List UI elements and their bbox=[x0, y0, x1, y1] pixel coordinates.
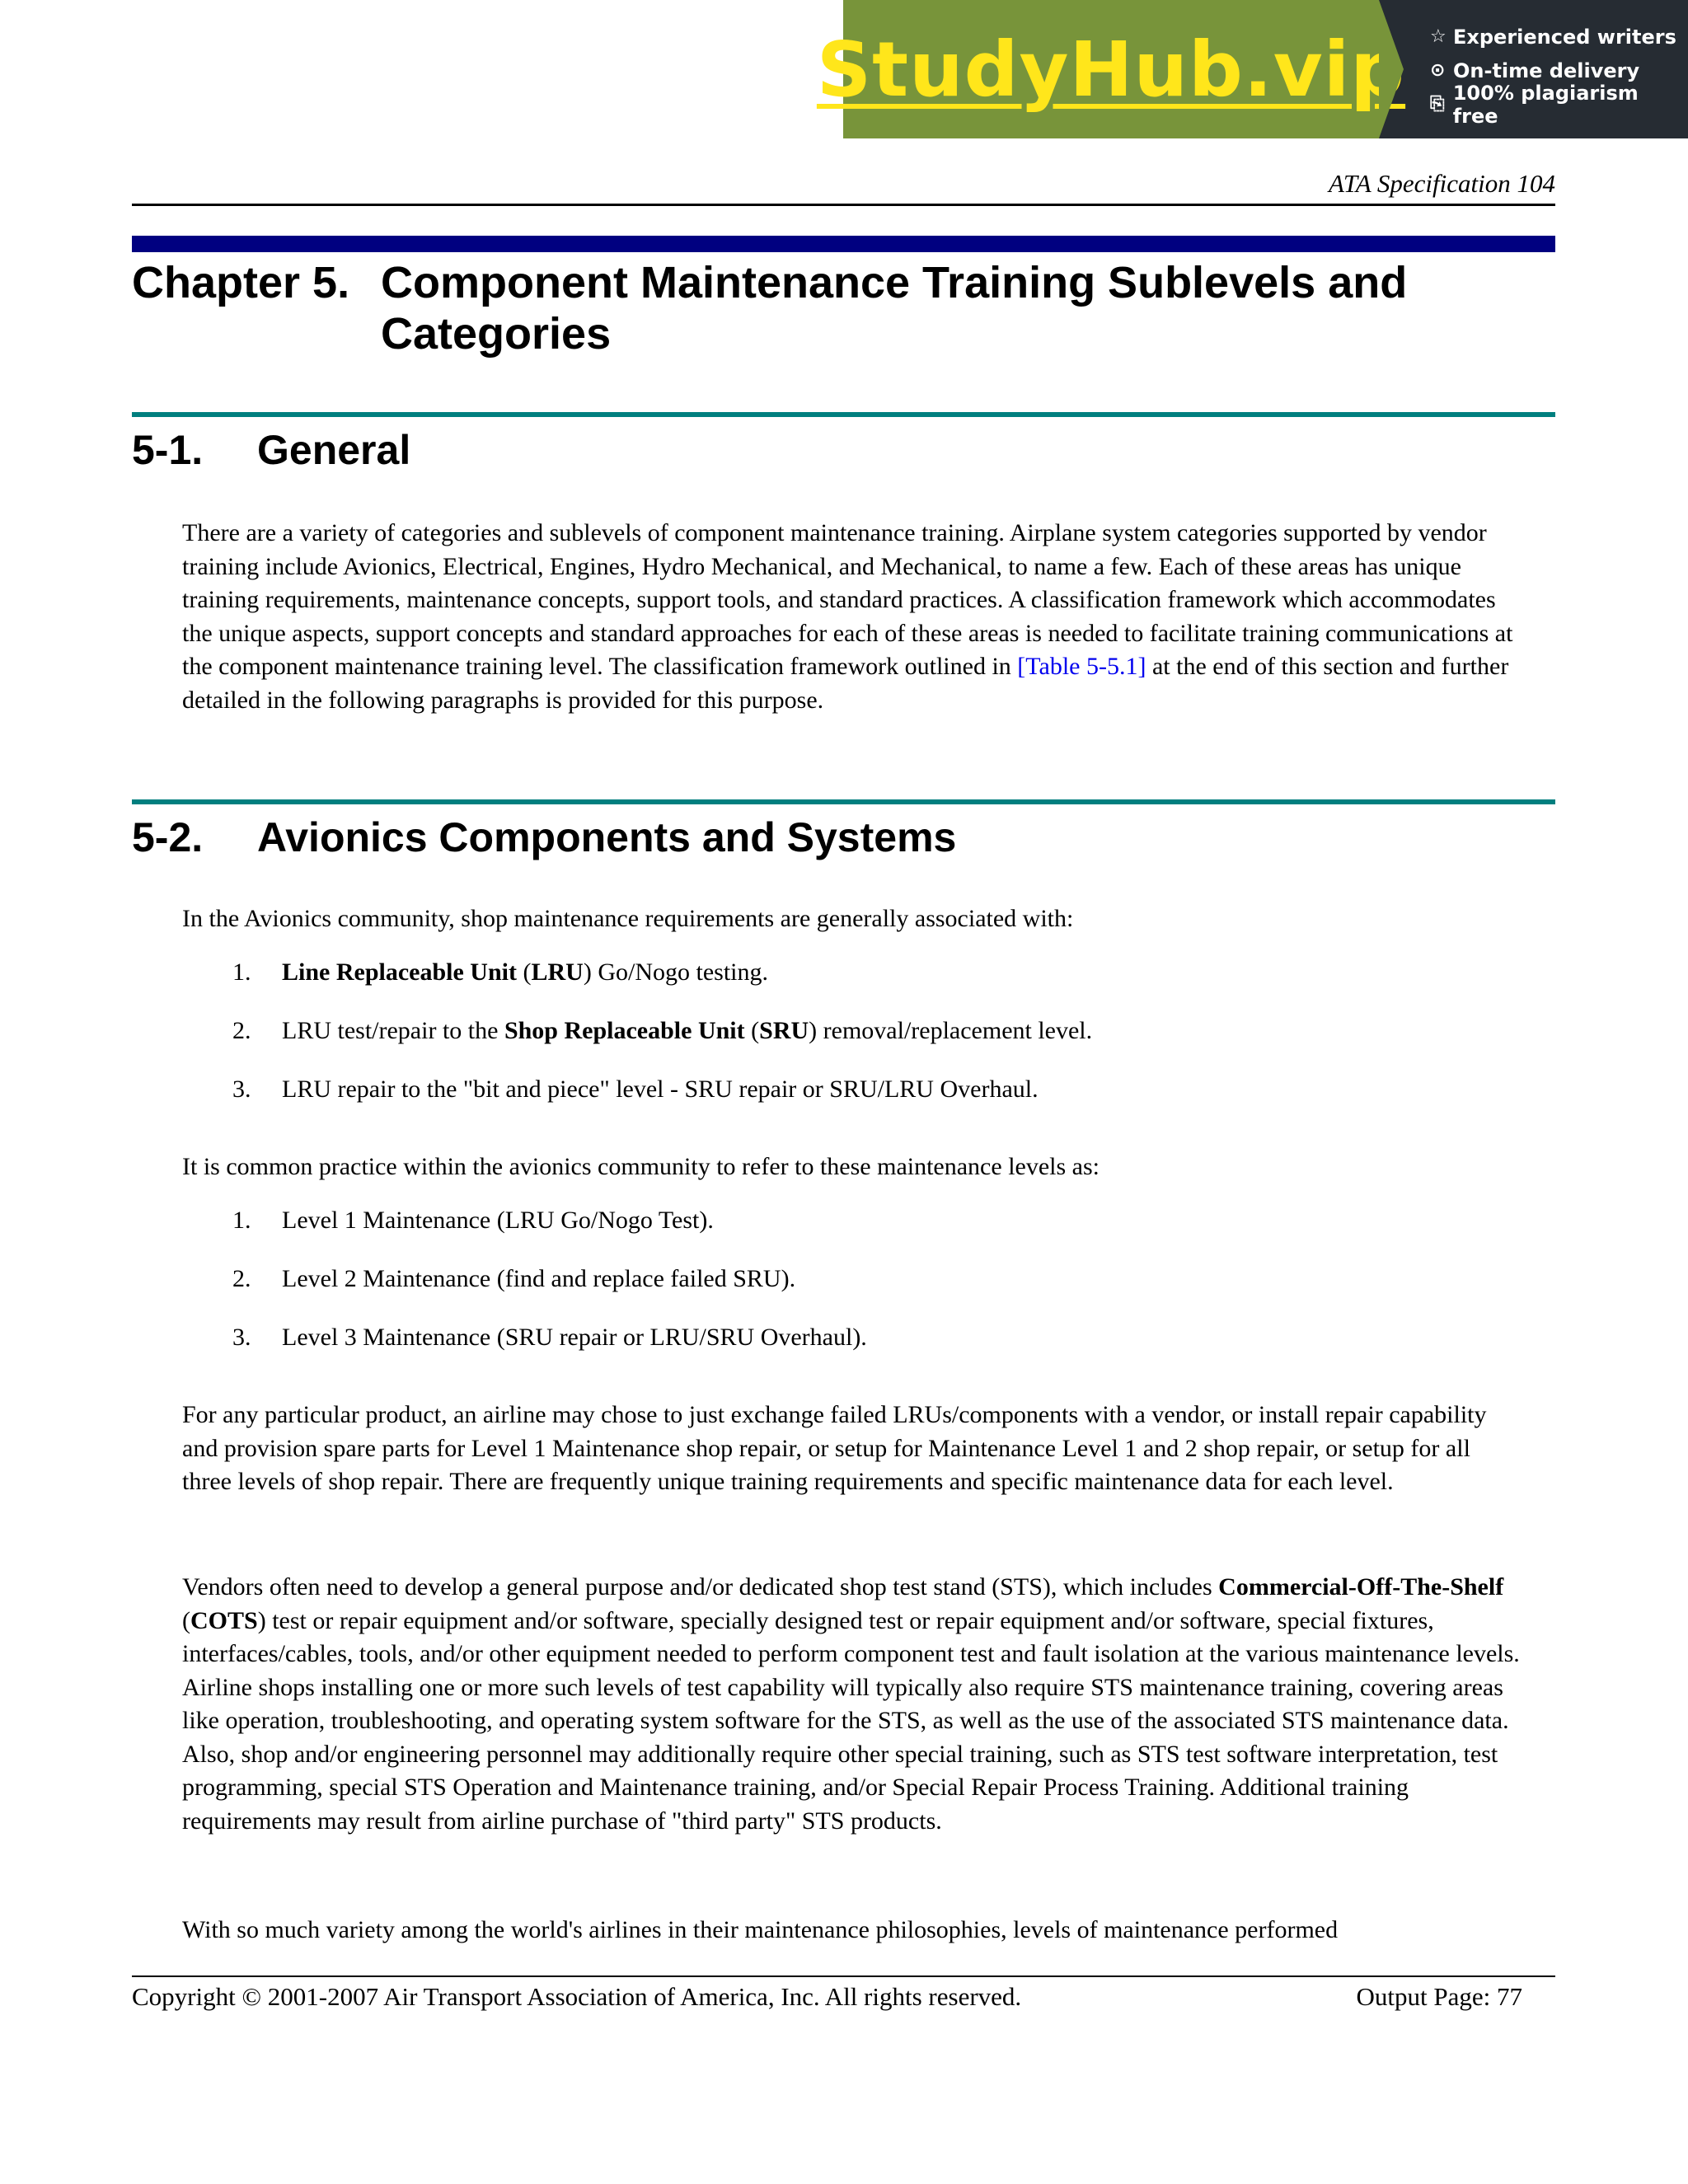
clock-icon: ⊙ bbox=[1430, 60, 1446, 81]
list-item: 2. LRU test/repair to the Shop Replaceable Unit (SRU) removal/replacement level. bbox=[232, 1017, 1093, 1044]
list-item: 2. Level 2 Maintenance (find and replace failed SRU). bbox=[232, 1265, 796, 1292]
page-footer bbox=[132, 1982, 1555, 2012]
section-number: 5-1. bbox=[132, 427, 204, 473]
perk-text: On-time delivery bbox=[1453, 59, 1640, 82]
perk-text: 100% plagiarism free bbox=[1452, 81, 1639, 128]
footer-rule bbox=[132, 1975, 1555, 1977]
copyright-text: Copyright © 2001-2007 Air Transport Association of America, Inc. All rights reserved. bbox=[132, 1982, 1022, 2011]
promo-banner[interactable] bbox=[816, 0, 1688, 138]
section-title: General bbox=[257, 427, 411, 473]
perk-item bbox=[1430, 81, 1688, 128]
perk-item bbox=[1430, 20, 1688, 54]
paragraph: There are a variety of categories and sublevels of component maintenance training. Airplane system categories supported by vendor training include Avionics, Electrical, Engines, Hydro Mechanical, and Mechanical, to name a few. Each of these areas has unique training requirements, maintenance concepts, support tools, and standard practices. A classification framework which accommodates the unique aspects, support concepts and standard approaches for each of these areas is needed to facilitate training communications at the component maintenance training level. The classification framework outlined in [Table 5-5.1] at the end of this section and further detailed in the following paragraphs is provided for this purpose. bbox=[182, 519, 1513, 714]
paragraph: It is common practice within the avionics community to refer to these maintenance levels as: bbox=[182, 1153, 1100, 1180]
header-rule bbox=[132, 204, 1555, 206]
perk-text: Experienced writers bbox=[1453, 25, 1676, 49]
document-check-icon: ⎘ bbox=[1430, 94, 1445, 115]
page-number: Output Page: 77 bbox=[1356, 1982, 1522, 2011]
chapter-title: Component Maintenance Training Sublevels and Categories bbox=[381, 258, 1408, 359]
section-number: 5-2. bbox=[132, 814, 204, 860]
perks-list bbox=[1379, 0, 1688, 138]
section-heading bbox=[132, 813, 956, 861]
table-link[interactable]: [Table 5-5.1] bbox=[1017, 653, 1146, 680]
paragraph: For any particular product, an airline may chose to just exchange failed LRUs/components with a vendor, or install repair capability and provision spare parts for Level 1 Maintenance shop repair, or setup for Maintenance Level 1 and 2 shop repair, or setup for all three levels of shop repair. There are frequently unique training requirements and specific maintenance data for each level. bbox=[182, 1401, 1487, 1495]
list-item: 1. Line Replaceable Unit (LRU) Go/Nogo testing. bbox=[232, 958, 768, 986]
section-rule bbox=[132, 799, 1555, 804]
paragraph: With so much variety among the world's airlines in their maintenance philosophies, levels of maintenance performed bbox=[182, 1916, 1339, 1943]
section-heading bbox=[132, 426, 410, 474]
star-icon: ☆ bbox=[1430, 26, 1447, 47]
paragraph: In the Avionics community, shop maintenance requirements are generally associated with: bbox=[182, 905, 1074, 932]
list-item: 3. Level 3 Maintenance (SRU repair or LRU/SRU Overhaul). bbox=[232, 1324, 867, 1351]
chapter-rule bbox=[132, 236, 1555, 252]
chapter-heading bbox=[132, 257, 1555, 359]
section-rule bbox=[132, 412, 1555, 417]
section-title: Avionics Components and Systems bbox=[257, 814, 957, 860]
list-item: 3. LRU repair to the "bit and piece" level - SRU repair or SRU/LRU Overhaul. bbox=[232, 1076, 1039, 1103]
paragraph: Vendors often need to develop a general purpose and/or dedicated shop test stand (STS), which includes Commercial-Off-The-Shelf (COTS) test or repair equipment and/or software, specially designed test or repair equipment and/or software, special fixtures, interfaces/cables, tools, and/or other equipment needed to perform component test and fault isolation at the various maintenance levels. Airline shops installing one or more such levels of test capability will typically also require STS maintenance training, covering areas like operation, troubleshooting, and operating system software for the STS, as well as the use of the associated STS maintenance data. Also, shop and/or engineering personnel may additionally require other special training, such as STS test software interpretation, test programming, special STS Operation and Maintenance training, and/or Special Repair Process Training. Additional training requirements may result from airline purchase of "third party" STS products. bbox=[182, 1573, 1520, 1835]
running-header: ATA Specification 104 bbox=[1329, 169, 1555, 198]
brand-logo: StudyHub.vip bbox=[816, 25, 1406, 114]
brand-block bbox=[816, 0, 1406, 138]
list-item: 1. Level 1 Maintenance (LRU Go/Nogo Test). bbox=[232, 1207, 714, 1234]
chapter-number: Chapter 5. bbox=[132, 258, 350, 307]
